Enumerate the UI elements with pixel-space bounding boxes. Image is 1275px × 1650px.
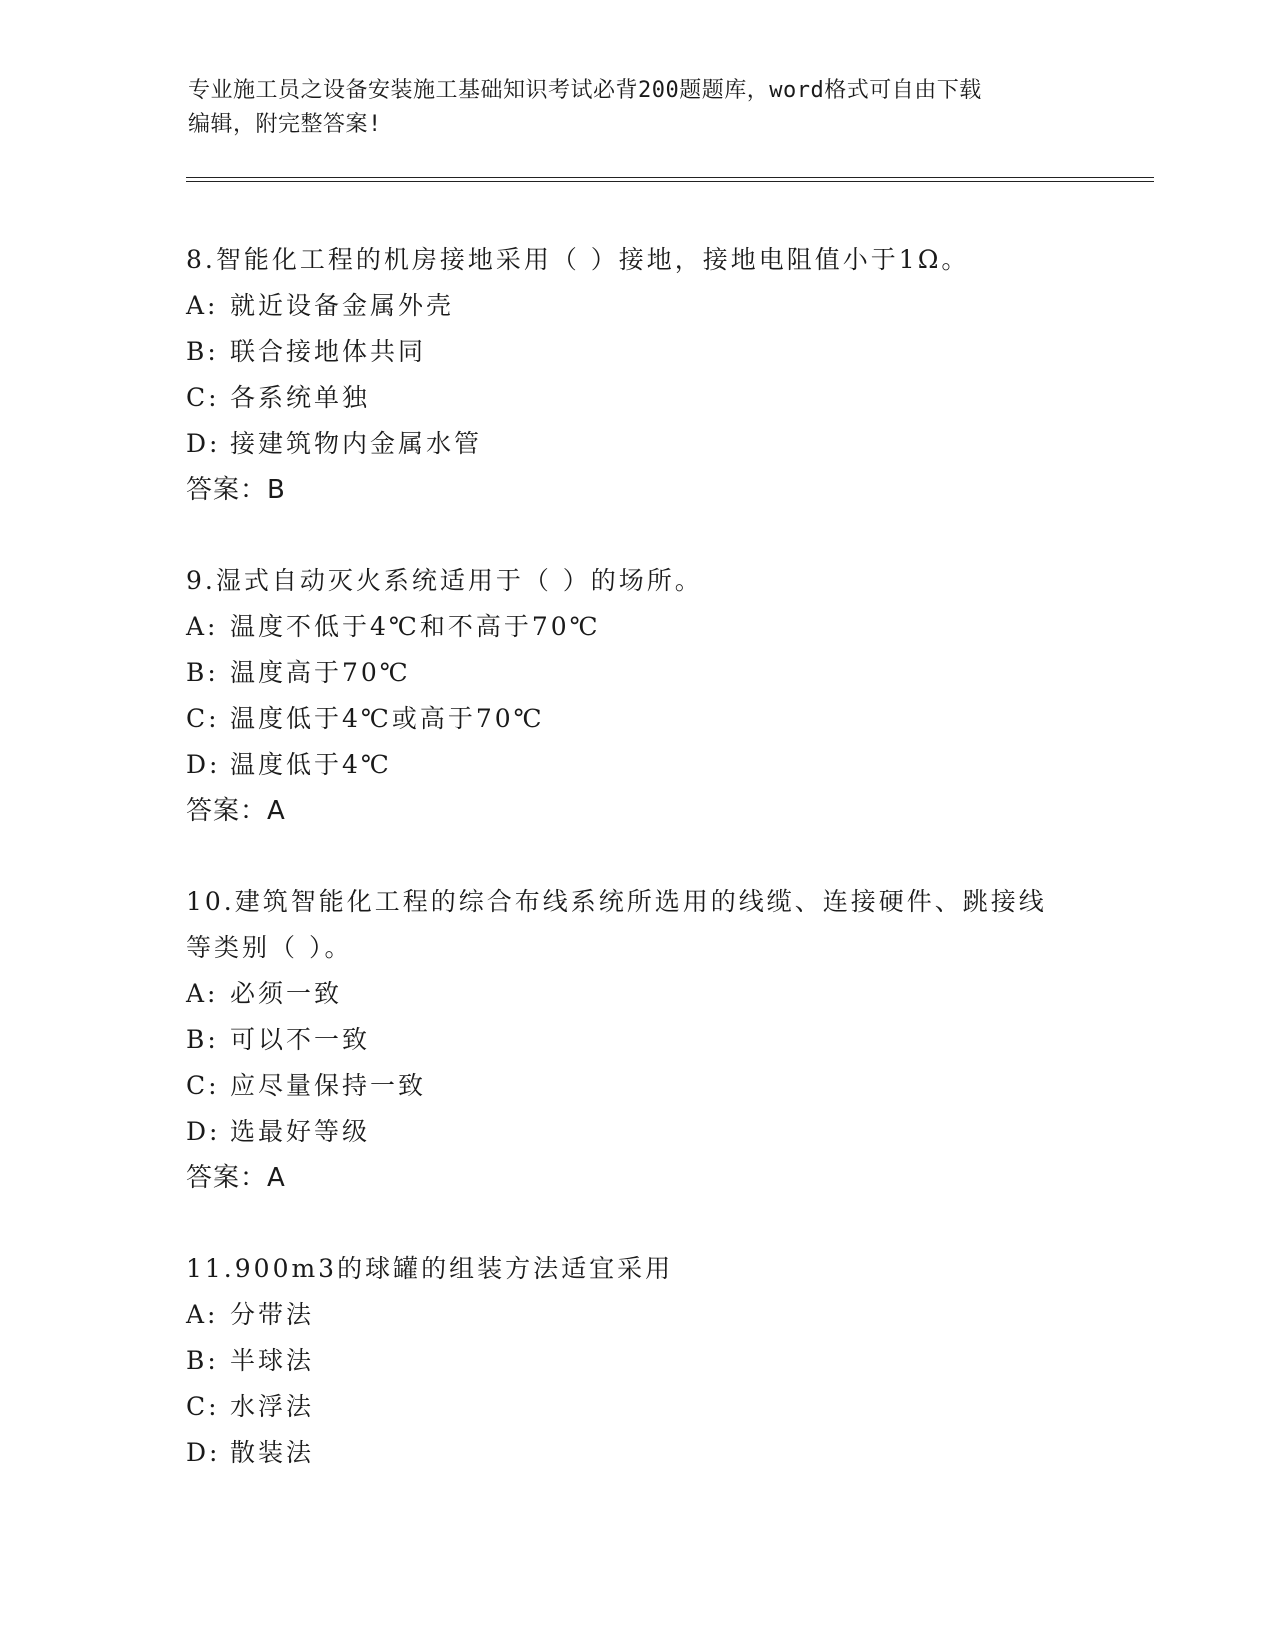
option-letter: C: — [186, 1392, 220, 1421]
option-d — [186, 421, 1086, 467]
option-text: 半球法 — [230, 1346, 315, 1375]
option-text: 可以不一致 — [230, 1025, 371, 1054]
option-text: 应尽量保持一致 — [230, 1071, 427, 1100]
question-11 — [186, 1246, 1086, 1476]
option-c — [186, 1063, 1086, 1109]
option-letter: B: — [186, 337, 219, 366]
option-letter: D: — [186, 429, 221, 458]
header-line-1: 专业施工员之设备安装施工基础知识考试必背200题题库，word格式可自由下载 — [188, 78, 982, 103]
option-letter: D: — [186, 750, 221, 779]
question-stem: 8.智能化工程的机房接地采用（ ）接地，接地电阻值小于1Ω。 — [186, 245, 970, 274]
option-letter: A: — [186, 979, 219, 1008]
question-9 — [186, 558, 1086, 834]
option-letter: C: — [186, 704, 220, 733]
option-text: 散装法 — [230, 1438, 315, 1467]
option-text: 水浮法 — [230, 1392, 315, 1421]
answer-line: 答案：A — [186, 796, 286, 826]
option-text: 各系统单独 — [230, 383, 371, 412]
option-letter: C: — [186, 1071, 220, 1100]
answer-line: 答案：B — [186, 475, 286, 505]
option-d — [186, 742, 1086, 788]
option-text: 联合接地体共同 — [230, 337, 427, 366]
header-divider-bottom — [186, 181, 1154, 182]
option-a — [186, 1292, 1086, 1338]
question-stem: 9.湿式自动灭火系统适用于（ ）的场所。 — [186, 566, 703, 595]
option-letter: B: — [186, 658, 219, 687]
option-b — [186, 650, 1086, 696]
document-header — [188, 74, 1088, 142]
option-letter: B: — [186, 1025, 219, 1054]
option-text: 就近设备金属外壳 — [230, 291, 455, 320]
option-b — [186, 1017, 1086, 1063]
option-text: 温度低于4℃ — [230, 750, 392, 779]
option-text: 接建筑物内金属水管 — [230, 429, 483, 458]
option-letter: A: — [186, 612, 219, 641]
option-letter: A: — [186, 1300, 219, 1329]
option-a — [186, 604, 1086, 650]
question-8 — [186, 237, 1086, 513]
option-b — [186, 1338, 1086, 1384]
option-text: 温度不低于4℃和不高于70℃ — [230, 612, 601, 641]
option-text: 温度低于4℃或高于70℃ — [230, 704, 545, 733]
option-text: 必须一致 — [230, 979, 343, 1008]
option-a — [186, 283, 1086, 329]
question-stem: 10.建筑智能化工程的综合布线系统所选用的线缆、连接硬件、跳接线 — [186, 887, 1047, 916]
answer-line: 答案：A — [186, 1163, 286, 1193]
option-c — [186, 696, 1086, 742]
option-letter: C: — [186, 383, 220, 412]
header-divider-top — [186, 177, 1154, 178]
option-c — [186, 375, 1086, 421]
option-letter: B: — [186, 1346, 219, 1375]
option-c — [186, 1384, 1086, 1430]
option-a — [186, 971, 1086, 1017]
question-10 — [186, 879, 1086, 1201]
question-stem-continued: 等类别（ ）。 — [186, 933, 353, 962]
option-d — [186, 1109, 1086, 1155]
question-stem: 11.900m3的球罐的组装方法适宜采用 — [186, 1254, 674, 1283]
option-letter: D: — [186, 1117, 221, 1146]
option-text: 选最好等级 — [230, 1117, 371, 1146]
option-letter: D: — [186, 1438, 221, 1467]
option-letter: A: — [186, 291, 219, 320]
option-text: 温度高于70℃ — [230, 658, 411, 687]
option-text: 分带法 — [230, 1300, 315, 1329]
option-b — [186, 329, 1086, 375]
option-d — [186, 1430, 1086, 1476]
header-line-2: 编辑，附完整答案! — [188, 112, 382, 137]
